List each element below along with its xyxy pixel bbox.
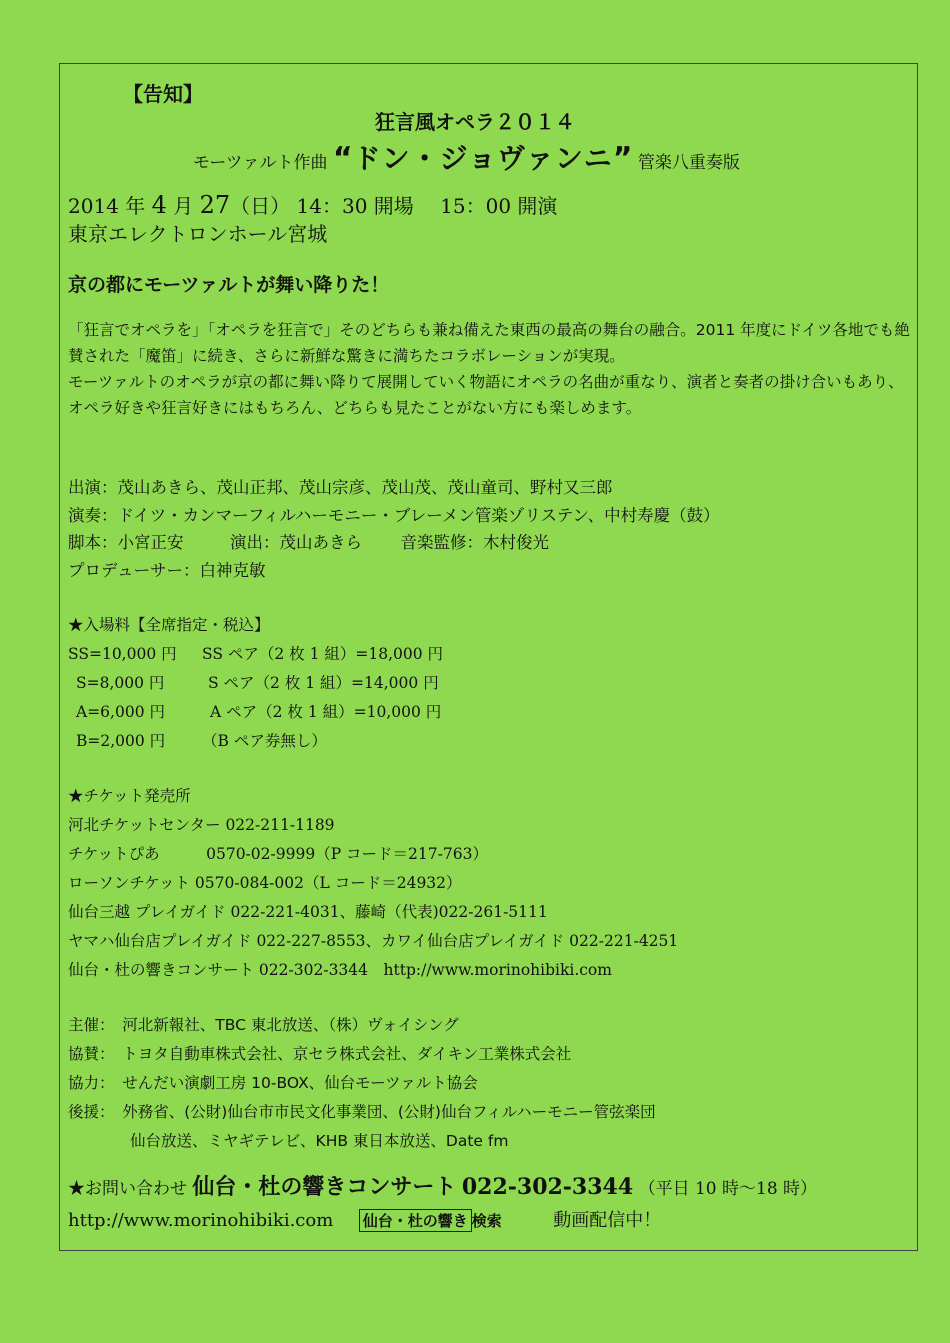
cast-line: 出演：茂山あきら、茂山正邦、茂山宗彦、茂山茂、茂山童司、野村又三郎 [68,478,613,497]
price-single: SS=10,000 円 [68,645,177,663]
price-pair: SS ペア（2 枚 1 組）=18,000 円 [202,645,444,663]
music-credit: 音楽監修：木村俊光 [400,533,549,552]
search-box[interactable]: 仙台・杜の響き [359,1209,472,1232]
tickets-heading: ★チケット発売所 [68,787,191,805]
announcement-tag: 【告知】 [123,82,203,106]
open-quote: “ [332,141,353,176]
description-paragraph: 「狂言でオペラを」「オペラを狂言で」そのどちらも兼ね備えた東西の最高の舞台の融合。2011 年度にドイツ各地でも絶賛された「魔笛」に続き、さらに新鮮な驚きに満ちたコラボレーションが実現。 [68,321,910,365]
host-line: 主催： 河北新報社、TBC 東北放送、（株）ヴォイシング [68,1016,459,1034]
ticket-outlet: 仙台三越 プレイガイド 022-221-4031、藤崎（代表)022-261-5111 [68,903,548,921]
credits [68,474,720,584]
day: 27 [199,191,231,219]
price-row [68,669,443,698]
inquiry-label: ★お問い合わせ [68,1179,187,1199]
support-line-cont: 仙台放送、ミヤギテレビ、KHB 東日本放送、Date fm [130,1132,509,1150]
performance-line: 演奏：ドイツ・カンマーフィルハーモニー・ブレーメン管楽ゾリステン、中村寿慶（鼓） [68,505,720,525]
price-pair: （B ペア券無し） [202,732,327,750]
opera-name: ドン・ジョヴァンニ [352,142,613,175]
script-credit: 脚本：小宮正安 [68,533,184,552]
close-quote: ” [612,141,633,176]
price-pair: A ペア（2 枚 1 組）=10,000 円 [210,703,442,721]
month: 4 [151,191,167,219]
inquiry-name: 仙台・杜の響きコンサート [192,1174,457,1200]
start-label: 開演 [517,194,558,218]
inquiry-line [68,1170,817,1201]
ticket-outlet: ヤマハ仙台店プレイガイド 022-227-8553、カワイ仙台店プレイガイド 022-221-4251 [68,932,679,950]
event-date [68,190,557,219]
price-row [68,698,443,727]
venue: 東京エレクトロンホール宮城 [68,222,328,246]
year-suffix: 年 [125,194,146,218]
year: 2014 [68,194,119,218]
inquiry-hours: （平日 10 時～18 時） [638,1179,818,1199]
ticket-outlet: ローソンチケット 0570-084-002（L コード＝24932） [68,874,462,892]
edition-label: 管楽八重奏版 [637,153,740,173]
price-single: A=6,000 円 [76,703,165,721]
price-pair: S ペア（2 枚 1 組）=14,000 円 [208,674,439,692]
price-list [68,611,443,756]
streaming-notice: 動画配信中！ [553,1210,662,1231]
direction-credit: 演出：茂山あきら [230,533,362,552]
open-time: 14：30 [296,194,368,218]
search-label: 検索 [471,1212,502,1230]
inquiry-phone: 022-302-3344 [461,1174,634,1200]
price-single: B=2,000 円 [76,732,166,750]
support-line: 後援： 外務省、(公財)仙台市市民文化事業団、(公財)仙台フィルハーモニー管弦楽団 [68,1103,656,1121]
website-link[interactable]: http://www.morinohibiki.com [68,1210,334,1231]
weekday: （日） [230,194,291,218]
price-row [68,640,443,669]
open-label: 開場 [373,194,414,218]
staff-line [68,529,720,557]
opera-title-line [193,137,740,177]
producer-line: プロデューサー：白神克敏 [68,560,266,580]
ticket-outlet: 仙台・杜の響きコンサート 022-302-3344 http://www.morinohibiki.com [68,961,612,979]
description-paragraph: モーツァルトのオペラが京の都に舞い降りて展開していく物語にオペラの名曲が重なり、演者と奏者の掛け合いもあり、オペラ好きや狂言好きにはもちろん、どちらも見たことがない方にも楽しめます。 [68,373,904,417]
composer-label: モーツァルト作曲 [193,153,328,173]
catchphrase: 京の都にモーツァルトが舞い降りた！ [68,274,390,296]
description [68,317,913,421]
price-row [68,727,443,756]
start-time: 15：00 [440,194,512,218]
ticket-outlets [68,782,678,985]
cooperation-line: 協力： せんだい演劇工房 10-BOX、仙台モーツァルト協会 [68,1074,478,1092]
sponsor-line: 協賛： トヨタ自動車株式会社、京セラ株式会社、ダイキン工業株式会社 [68,1045,572,1063]
price-heading: ★入場料【全席指定・税込】 [68,616,270,634]
price-single: S=8,000 円 [76,674,165,692]
organizers [68,1011,656,1156]
ticket-outlet: チケットぴあ 0570-02-9999（P コード＝217-763） [68,845,488,863]
ticket-outlet: 河北チケットセンター 022-211-1189 [68,816,335,834]
month-suffix: 月 [173,194,194,218]
event-title: 狂言風オペラ２０１４ [375,110,575,134]
footer-line [68,1206,661,1232]
